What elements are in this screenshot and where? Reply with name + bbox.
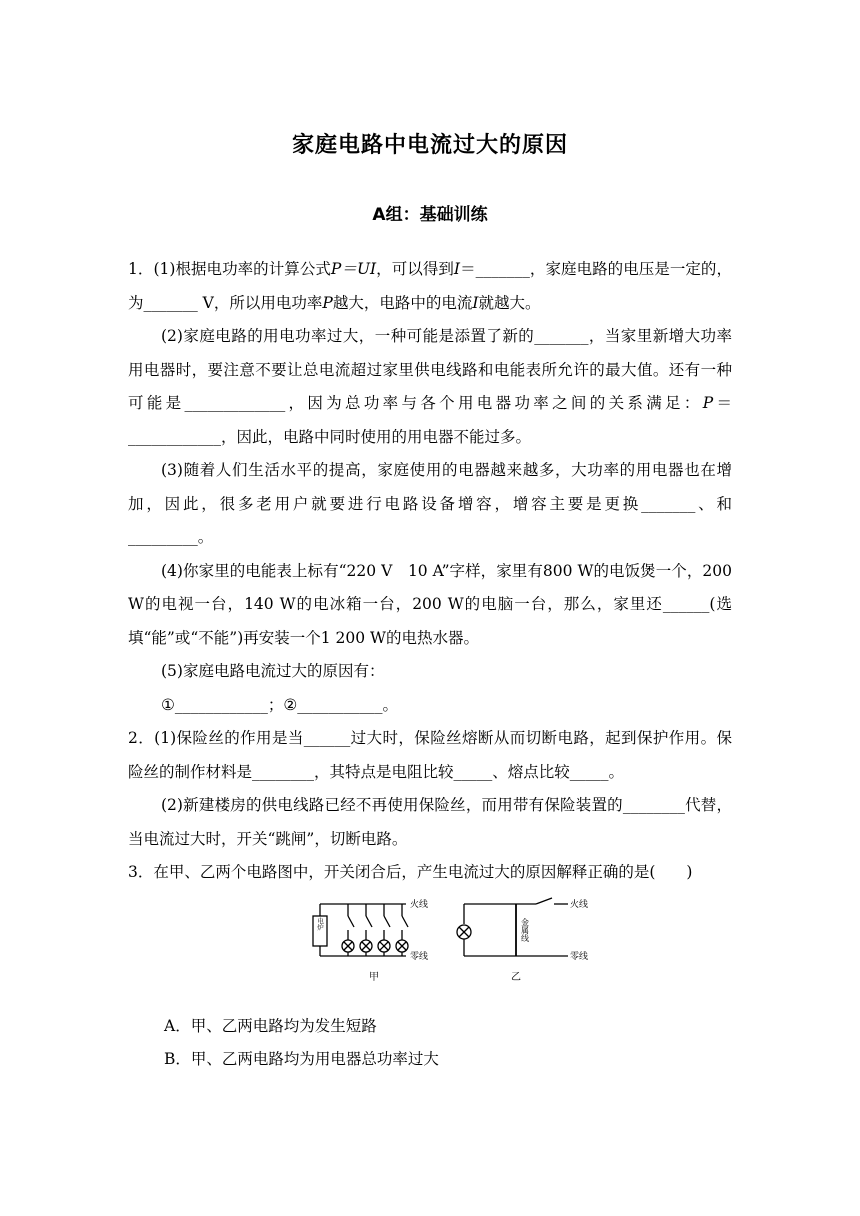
q3-stem: 3．在甲、乙两个电路图中，开关闭合后，产生电流过大的原因解释正确的是( ) (128, 863, 693, 881)
document-body (128, 253, 732, 1077)
circuit-b-caption: 乙 (511, 971, 521, 983)
neutral-wire-label: 零线 (570, 951, 589, 962)
q1-part1 (128, 253, 732, 320)
symbol: I (472, 293, 479, 312)
circuit-a (313, 898, 428, 983)
circuit-figure (128, 894, 732, 1004)
q3-option-b: B．甲、乙两电路均为用电器总功率过大 (164, 1050, 439, 1068)
text: ，可以得到 (376, 260, 454, 278)
circuit-diagrams (306, 894, 606, 1002)
q2-part1: 2．(1)保险丝的作用是当______过大时，保险丝熔断从而切断电路，起到保护作用。保险丝的制作材料是________，其特点是电阻比较_____、熔点比较_____。 (128, 729, 732, 781)
q1-part5: (5)家庭电路电流过大的原因有： (161, 662, 385, 680)
stove-label: 电炉 (316, 917, 324, 930)
text: (2)家庭电路的用电功率过大，一种可能是添置了新的_______，当家里新增大功率用电器时，要注意不要让总电流超过家里供电线路和电能表所允许的最大值。还有一种可能是_____________，因为总功率与各个用电器功率之间的关系满足： (128, 327, 732, 412)
circuit-a-caption: 甲 (369, 971, 379, 983)
formula: P＝UI (330, 260, 377, 278)
q1-part2 (128, 320, 732, 454)
q1-part5-blanks: ①____________；②___________。 (161, 695, 399, 714)
text: ＝_______，家庭电路的电压是一定的，为_______ V，所以用电功率 (128, 260, 732, 312)
lamp-branches (342, 904, 408, 956)
live-wire-label: 火线 (410, 899, 429, 910)
live-wire-label: 火线 (570, 899, 589, 910)
page-title: 家庭电路中电流过大的原因 (291, 133, 568, 158)
q3-option-a: A．甲、乙两电路均为发生短路 (164, 1016, 377, 1035)
text: 越大，电路中的电流 (332, 293, 473, 312)
neutral-wire-label: 零线 (410, 951, 429, 962)
text: 就越大。 (478, 293, 541, 312)
q2-part2: (2)新建楼房的供电线路已经不再使用保险丝，而用带有保险装置的________代替，当电流过大时，开关“跳闸”，切断电路。 (128, 796, 732, 848)
symbol: P (322, 293, 333, 312)
symbol: I (453, 260, 461, 278)
q1-part4: (4)你家里的电能表上标有“220 V 10 A”字样，家里有800 W的电饭煲一个，200 W的电视一台，140 W的电冰箱一台，200 W的电脑一台，那么，家里还______(选填“能”或“不能”)再安装一个1 200 W的电热水器。 (128, 561, 732, 647)
q1-part3: (3)随着人们生活水平的提高，家庭使用的电器越来越多，大功率的用电器也在增加，因此，很多老用户就要进行电路设备增容，增容主要是更换_______、和_________。 (128, 461, 732, 546)
text: 1．(1)根据电功率的计算公式 (128, 260, 331, 278)
circuit-b (457, 898, 588, 983)
symbol: P (702, 394, 714, 412)
metal-wire-label: 金属线 (520, 917, 530, 942)
section-heading: A组：基础训练 (372, 205, 488, 225)
text: ＝____________，因此，电路中同时使用的用电器不能过多。 (128, 394, 732, 446)
